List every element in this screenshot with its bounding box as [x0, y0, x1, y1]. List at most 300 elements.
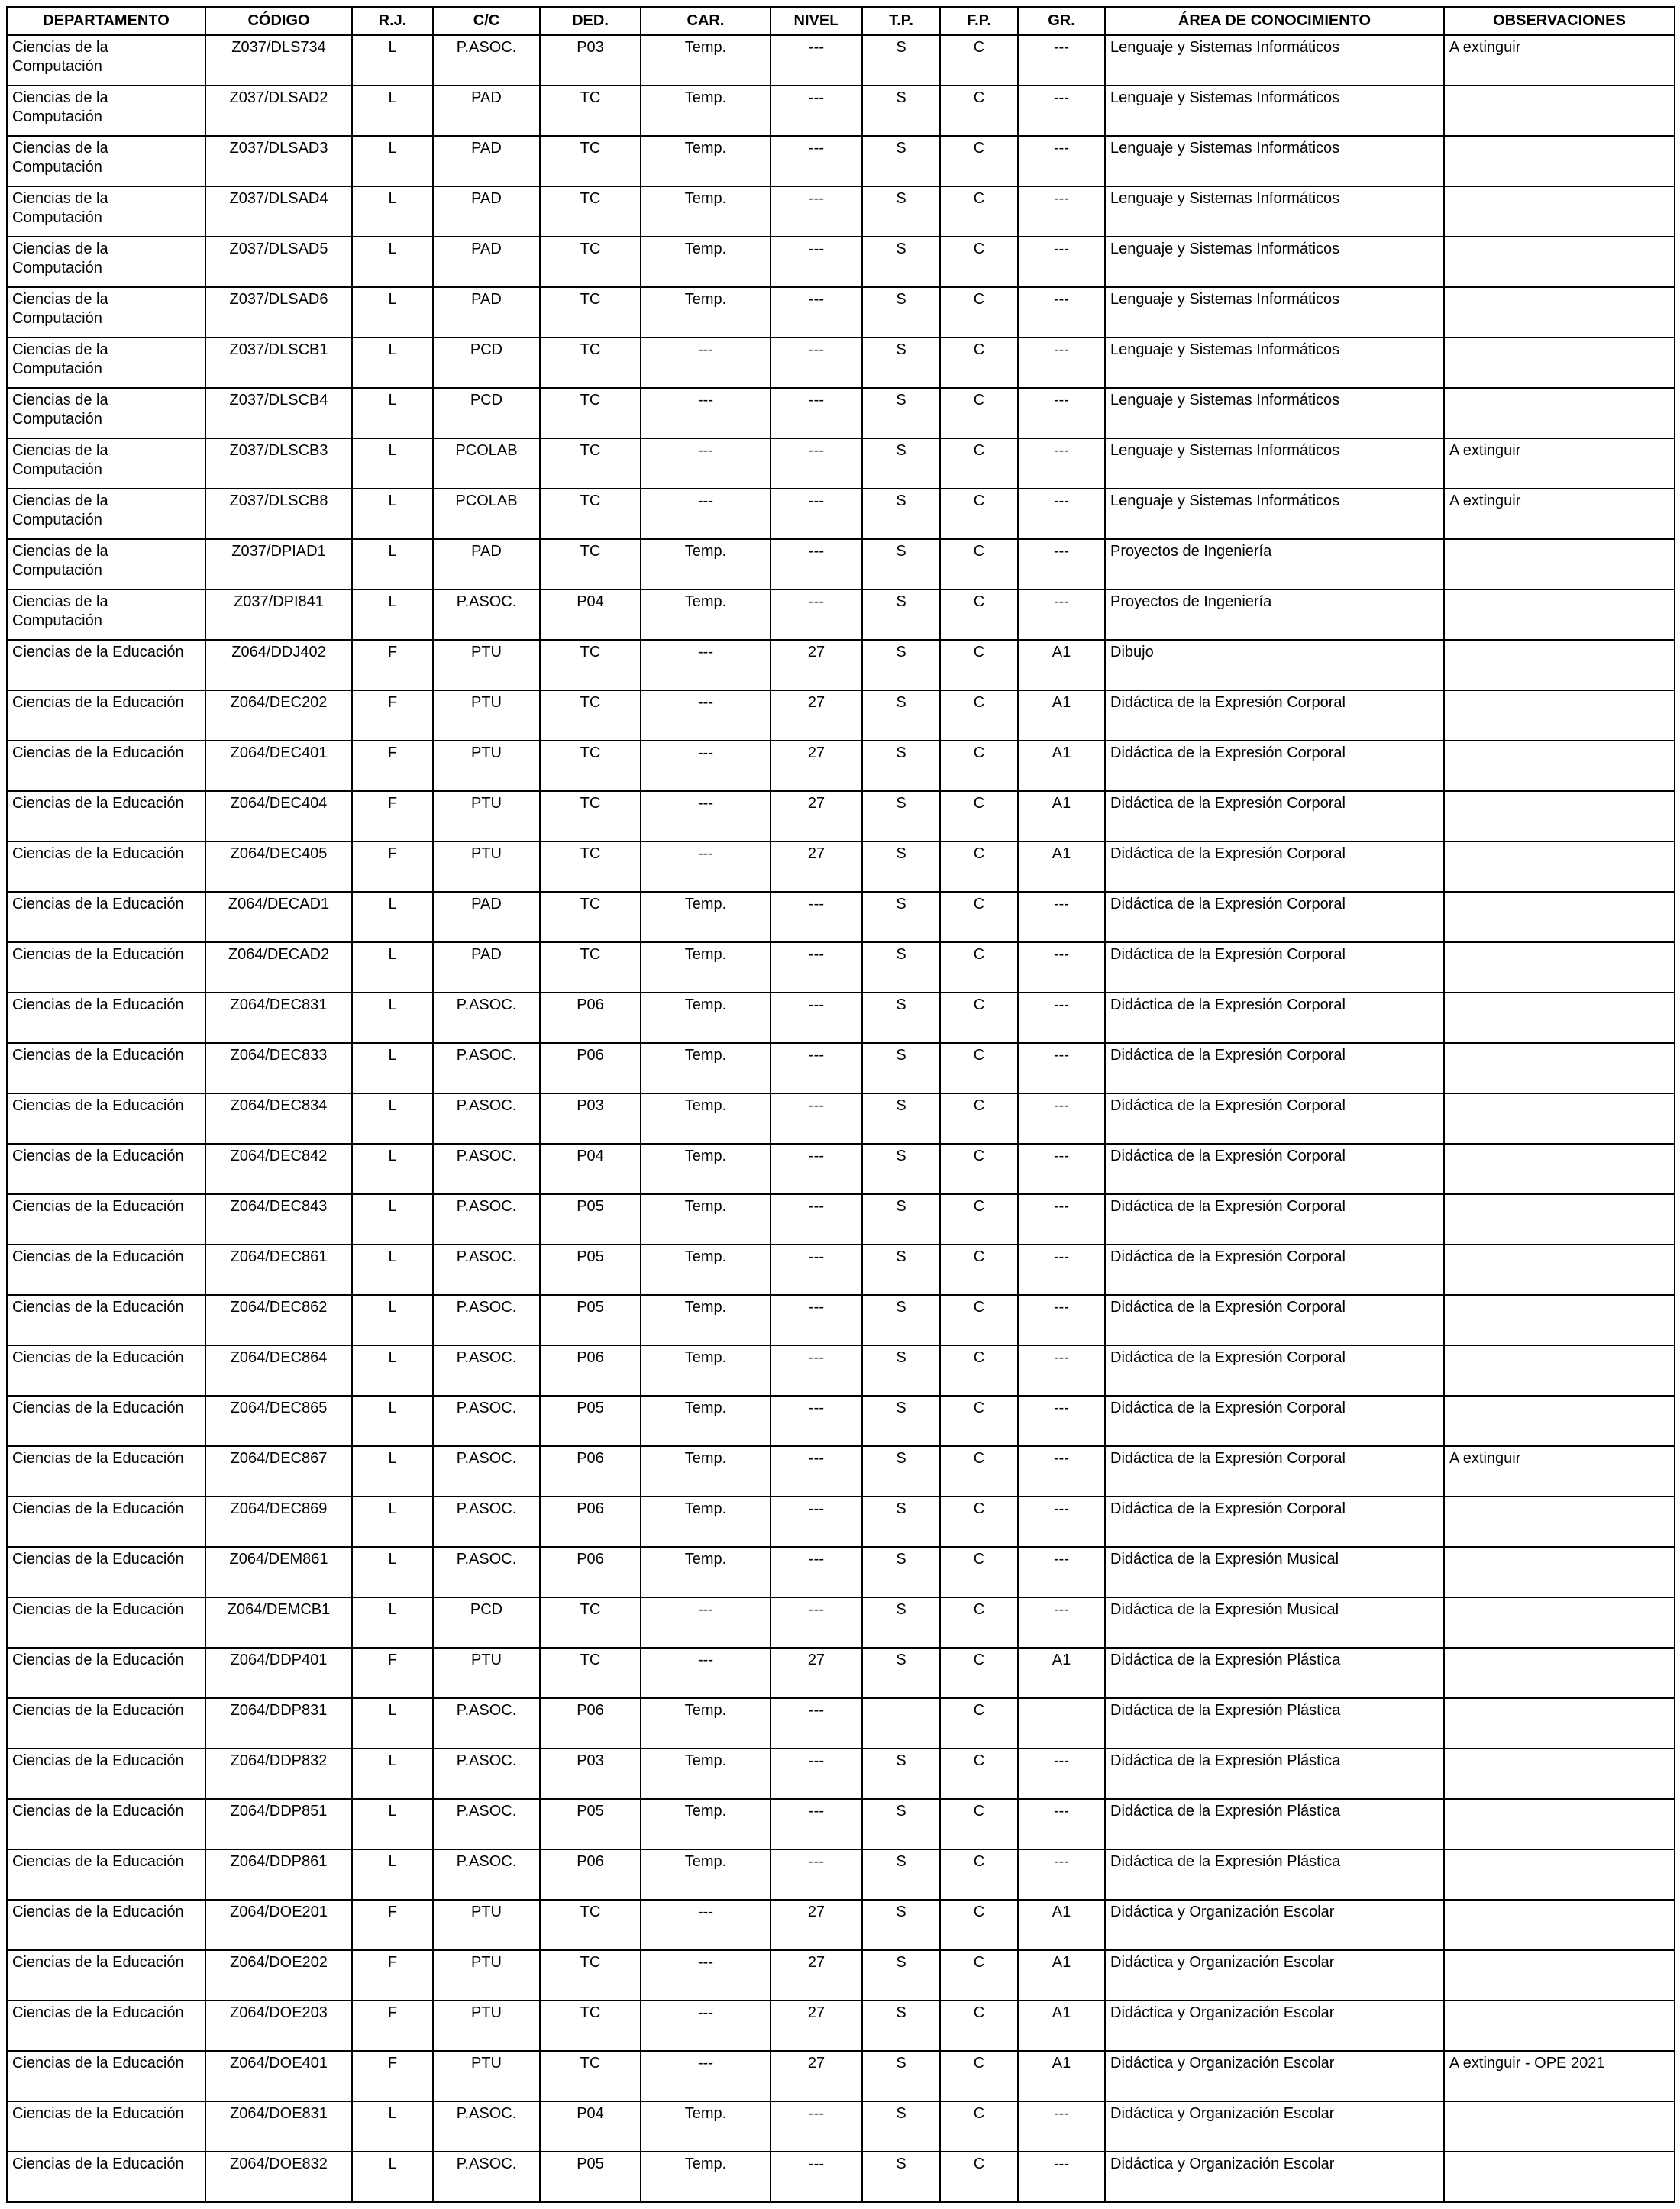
cell-nivel: --- — [771, 1194, 862, 1245]
cell-codigo: Z064/DEC869 — [205, 1497, 352, 1547]
cell-departamento: Ciencias de la Educación — [7, 1547, 205, 1597]
cell-car: Temp. — [641, 136, 771, 186]
cell-cc: PAD — [433, 287, 540, 337]
cell-observaciones: A extinguir - OPE 2021 — [1444, 2051, 1675, 2101]
cell-area: Lenguaje y Sistemas Informáticos — [1105, 237, 1444, 287]
cell-codigo: Z037/DLSAD2 — [205, 86, 352, 136]
cell-cc: P.ASOC. — [433, 1194, 540, 1245]
table-row — [7, 1849, 1675, 1900]
cell-car: --- — [641, 1597, 771, 1648]
cell-car: Temp. — [641, 1446, 771, 1497]
table-row — [7, 35, 1675, 86]
cell-departamento: Ciencias de la Educación — [7, 942, 205, 993]
cell-area: Didáctica y Organización Escolar — [1105, 2001, 1444, 2051]
cell-area: Didáctica de la Expresión Plástica — [1105, 1749, 1444, 1799]
cell-codigo: Z064/DEC862 — [205, 1295, 352, 1345]
cell-area: Didáctica y Organización Escolar — [1105, 1900, 1444, 1950]
table-row — [7, 539, 1675, 589]
cell-observaciones: A extinguir — [1444, 438, 1675, 489]
cell-tp: S — [862, 640, 940, 690]
cell-gr — [1018, 1698, 1105, 1749]
cell-tp: S — [862, 539, 940, 589]
cell-cc: PTU — [433, 741, 540, 791]
cell-tp: S — [862, 1345, 940, 1396]
cell-area: Proyectos de Ingeniería — [1105, 589, 1444, 640]
table-row — [7, 1597, 1675, 1648]
table-row — [7, 1497, 1675, 1547]
cell-gr: --- — [1018, 2152, 1105, 2202]
cell-car: Temp. — [641, 86, 771, 136]
cell-cc: PTU — [433, 640, 540, 690]
cell-nivel: --- — [771, 1799, 862, 1849]
cell-departamento: Ciencias de la Computación — [7, 287, 205, 337]
cell-cc: PTU — [433, 2001, 540, 2051]
cell-codigo: Z064/DOE203 — [205, 2001, 352, 2051]
table-row — [7, 136, 1675, 186]
cell-codigo: Z064/DEC202 — [205, 690, 352, 741]
table-row — [7, 741, 1675, 791]
cell-gr: --- — [1018, 186, 1105, 237]
cell-nivel: 27 — [771, 2051, 862, 2101]
cell-car: --- — [641, 791, 771, 841]
cell-car: Temp. — [641, 1043, 771, 1093]
cell-cc: P.ASOC. — [433, 1093, 540, 1144]
cell-fp: C — [940, 791, 1018, 841]
cell-area: Didáctica de la Expresión Musical — [1105, 1597, 1444, 1648]
table-row — [7, 1043, 1675, 1093]
cell-tp: S — [862, 1799, 940, 1849]
cell-nivel: 27 — [771, 1648, 862, 1698]
table-row — [7, 589, 1675, 640]
cell-car: --- — [641, 741, 771, 791]
cell-departamento: Ciencias de la Educación — [7, 1749, 205, 1799]
cell-nivel: --- — [771, 1597, 862, 1648]
table-row — [7, 791, 1675, 841]
cell-cc: P.ASOC. — [433, 35, 540, 86]
cell-observaciones — [1444, 1900, 1675, 1950]
cell-gr: --- — [1018, 287, 1105, 337]
cell-observaciones — [1444, 1849, 1675, 1900]
cell-car: Temp. — [641, 2152, 771, 2202]
cell-rj: L — [352, 438, 433, 489]
cell-observaciones — [1444, 1396, 1675, 1446]
cell-area: Didáctica de la Expresión Plástica — [1105, 1648, 1444, 1698]
column-header-observaciones: OBSERVACIONES — [1444, 7, 1675, 35]
cell-area: Didáctica de la Expresión Corporal — [1105, 1295, 1444, 1345]
cell-area: Didáctica de la Expresión Corporal — [1105, 791, 1444, 841]
cell-tp: S — [862, 2001, 940, 2051]
cell-ded: P05 — [540, 1194, 641, 1245]
cell-codigo: Z037/DLSCB1 — [205, 337, 352, 388]
cell-departamento: Ciencias de la Computación — [7, 35, 205, 86]
cell-rj: L — [352, 942, 433, 993]
cell-gr: A1 — [1018, 690, 1105, 741]
cell-area: Didáctica y Organización Escolar — [1105, 2101, 1444, 2152]
cell-fp: C — [940, 1245, 1018, 1295]
cell-nivel: --- — [771, 1396, 862, 1446]
cell-ded: TC — [540, 237, 641, 287]
cell-gr: --- — [1018, 388, 1105, 438]
table-row — [7, 1547, 1675, 1597]
cell-ded: P06 — [540, 1497, 641, 1547]
column-header-codigo: CÓDIGO — [205, 7, 352, 35]
cell-ded: TC — [540, 1950, 641, 2001]
table-row — [7, 2001, 1675, 2051]
cell-tp: S — [862, 841, 940, 892]
table-row — [7, 2051, 1675, 2101]
cell-area: Didáctica de la Expresión Corporal — [1105, 1345, 1444, 1396]
cell-cc: P.ASOC. — [433, 1295, 540, 1345]
cell-codigo: Z064/DEC865 — [205, 1396, 352, 1446]
cell-observaciones — [1444, 2001, 1675, 2051]
cell-codigo: Z064/DEM861 — [205, 1547, 352, 1597]
cell-ded: TC — [540, 438, 641, 489]
cell-area: Didáctica de la Expresión Corporal — [1105, 1497, 1444, 1547]
cell-nivel: --- — [771, 1093, 862, 1144]
cell-tp: S — [862, 1597, 940, 1648]
cell-nivel: --- — [771, 35, 862, 86]
cell-nivel: --- — [771, 942, 862, 993]
cell-nivel: --- — [771, 186, 862, 237]
cell-nivel: --- — [771, 489, 862, 539]
cell-fp: C — [940, 1749, 1018, 1799]
cell-area: Didáctica de la Expresión Corporal — [1105, 1245, 1444, 1295]
table-row — [7, 1194, 1675, 1245]
cell-car: Temp. — [641, 186, 771, 237]
table-row — [7, 388, 1675, 438]
cell-tp: S — [862, 1144, 940, 1194]
cell-car: --- — [641, 1648, 771, 1698]
table-row — [7, 186, 1675, 237]
cell-rj: L — [352, 1446, 433, 1497]
cell-codigo: Z037/DLSAD3 — [205, 136, 352, 186]
cell-codigo: Z037/DLS734 — [205, 35, 352, 86]
cell-rj: L — [352, 2101, 433, 2152]
cell-fp: C — [940, 1849, 1018, 1900]
cell-tp: S — [862, 1194, 940, 1245]
header-row — [7, 7, 1675, 35]
column-header-ded: DED. — [540, 7, 641, 35]
cell-cc: P.ASOC. — [433, 1547, 540, 1597]
cell-cc: P.ASOC. — [433, 1446, 540, 1497]
cell-codigo: Z064/DEC843 — [205, 1194, 352, 1245]
cell-observaciones — [1444, 690, 1675, 741]
cell-ded: TC — [540, 2001, 641, 2051]
table-row — [7, 287, 1675, 337]
cell-fp: C — [940, 589, 1018, 640]
cell-gr: A1 — [1018, 841, 1105, 892]
cell-car: --- — [641, 690, 771, 741]
cell-cc: PAD — [433, 86, 540, 136]
cell-tp: S — [862, 1295, 940, 1345]
cell-area: Didáctica de la Expresión Musical — [1105, 1547, 1444, 1597]
cell-gr: A1 — [1018, 1950, 1105, 2001]
cell-cc: PCD — [433, 388, 540, 438]
cell-car: Temp. — [641, 1799, 771, 1849]
cell-observaciones — [1444, 337, 1675, 388]
cell-gr: --- — [1018, 1849, 1105, 1900]
cell-fp: C — [940, 1043, 1018, 1093]
cell-departamento: Ciencias de la Educación — [7, 1446, 205, 1497]
cell-fp: C — [940, 86, 1018, 136]
cell-codigo: Z064/DDP861 — [205, 1849, 352, 1900]
cell-departamento: Ciencias de la Educación — [7, 690, 205, 741]
cell-observaciones — [1444, 1144, 1675, 1194]
table-row — [7, 1698, 1675, 1749]
cell-rj: L — [352, 2152, 433, 2202]
cell-area: Lenguaje y Sistemas Informáticos — [1105, 186, 1444, 237]
cell-gr: A1 — [1018, 2001, 1105, 2051]
cell-nivel: --- — [771, 1849, 862, 1900]
cell-area: Lenguaje y Sistemas Informáticos — [1105, 287, 1444, 337]
cell-observaciones — [1444, 1597, 1675, 1648]
cell-gr: --- — [1018, 1446, 1105, 1497]
cell-observaciones — [1444, 539, 1675, 589]
cell-area: Didáctica de la Expresión Corporal — [1105, 1144, 1444, 1194]
cell-cc: P.ASOC. — [433, 1396, 540, 1446]
cell-tp: S — [862, 1396, 940, 1446]
table-row — [7, 1446, 1675, 1497]
cell-rj: F — [352, 1950, 433, 2001]
cell-rj: L — [352, 237, 433, 287]
cell-departamento: Ciencias de la Computación — [7, 388, 205, 438]
cell-rj: L — [352, 1799, 433, 1849]
cell-gr: A1 — [1018, 2051, 1105, 2101]
cell-departamento: Ciencias de la Educación — [7, 892, 205, 942]
cell-rj: F — [352, 1900, 433, 1950]
cell-area: Didáctica y Organización Escolar — [1105, 2051, 1444, 2101]
cell-area: Proyectos de Ingeniería — [1105, 539, 1444, 589]
cell-departamento: Ciencias de la Educación — [7, 791, 205, 841]
cell-gr: --- — [1018, 1749, 1105, 1799]
cell-codigo: Z064/DECAD2 — [205, 942, 352, 993]
cell-gr: --- — [1018, 993, 1105, 1043]
cell-ded: TC — [540, 388, 641, 438]
cell-observaciones — [1444, 86, 1675, 136]
cell-gr: --- — [1018, 1194, 1105, 1245]
cell-cc: P.ASOC. — [433, 1245, 540, 1295]
cell-cc: PTU — [433, 1950, 540, 2001]
cell-ded: P05 — [540, 1396, 641, 1446]
cell-nivel: --- — [771, 1295, 862, 1345]
cell-rj: L — [352, 388, 433, 438]
cell-cc: P.ASOC. — [433, 1799, 540, 1849]
cell-departamento: Ciencias de la Educación — [7, 1396, 205, 1446]
cell-departamento: Ciencias de la Educación — [7, 1093, 205, 1144]
cell-area: Lenguaje y Sistemas Informáticos — [1105, 388, 1444, 438]
cell-codigo: Z037/DLSAD4 — [205, 186, 352, 237]
cell-rj: F — [352, 2001, 433, 2051]
cell-fp: C — [940, 1698, 1018, 1749]
cell-gr: --- — [1018, 892, 1105, 942]
cell-car: Temp. — [641, 892, 771, 942]
cell-gr: --- — [1018, 35, 1105, 86]
cell-ded: P04 — [540, 589, 641, 640]
cell-fp: C — [940, 942, 1018, 993]
cell-nivel: --- — [771, 1245, 862, 1295]
cell-ded: TC — [540, 1648, 641, 1698]
cell-tp: S — [862, 892, 940, 942]
cell-nivel: --- — [771, 892, 862, 942]
table-row — [7, 942, 1675, 993]
cell-fp: C — [940, 841, 1018, 892]
cell-gr: --- — [1018, 237, 1105, 287]
cell-fp: C — [940, 1497, 1018, 1547]
cell-tp: S — [862, 489, 940, 539]
cell-ded: TC — [540, 640, 641, 690]
cell-departamento: Ciencias de la Computación — [7, 489, 205, 539]
table-row — [7, 489, 1675, 539]
cell-nivel: --- — [771, 1497, 862, 1547]
cell-observaciones — [1444, 136, 1675, 186]
cell-nivel: --- — [771, 1446, 862, 1497]
cell-fp: C — [940, 237, 1018, 287]
cell-rj: L — [352, 1345, 433, 1396]
table-row — [7, 841, 1675, 892]
cell-observaciones — [1444, 1799, 1675, 1849]
cell-fp: C — [940, 1396, 1018, 1446]
cell-cc: PAD — [433, 237, 540, 287]
table-row — [7, 1900, 1675, 1950]
cell-departamento: Ciencias de la Educación — [7, 1950, 205, 2001]
cell-cc: PTU — [433, 1648, 540, 1698]
cell-gr: --- — [1018, 2101, 1105, 2152]
cell-nivel: --- — [771, 1547, 862, 1597]
cell-codigo: Z037/DLSCB3 — [205, 438, 352, 489]
cell-area: Didáctica y Organización Escolar — [1105, 1950, 1444, 2001]
cell-departamento: Ciencias de la Educación — [7, 2051, 205, 2101]
cell-gr: --- — [1018, 1144, 1105, 1194]
cell-departamento: Ciencias de la Educación — [7, 2152, 205, 2202]
table-row — [7, 993, 1675, 1043]
cell-cc: PCD — [433, 337, 540, 388]
cell-ded: TC — [540, 86, 641, 136]
cell-car: Temp. — [641, 1749, 771, 1799]
cell-tp: S — [862, 136, 940, 186]
cell-observaciones — [1444, 2101, 1675, 2152]
cell-area: Didáctica de la Expresión Corporal — [1105, 1194, 1444, 1245]
table-row — [7, 86, 1675, 136]
cell-rj: F — [352, 791, 433, 841]
cell-cc: P.ASOC. — [433, 1345, 540, 1396]
cell-rj: L — [352, 1698, 433, 1749]
cell-observaciones — [1444, 892, 1675, 942]
cell-observaciones — [1444, 287, 1675, 337]
cell-area: Lenguaje y Sistemas Informáticos — [1105, 35, 1444, 86]
cell-codigo: Z064/DEC831 — [205, 993, 352, 1043]
cell-observaciones — [1444, 388, 1675, 438]
cell-fp: C — [940, 892, 1018, 942]
cell-area: Lenguaje y Sistemas Informáticos — [1105, 136, 1444, 186]
column-header-fp: F.P. — [940, 7, 1018, 35]
cell-observaciones: A extinguir — [1444, 35, 1675, 86]
cell-gr: --- — [1018, 942, 1105, 993]
cell-departamento: Ciencias de la Computación — [7, 539, 205, 589]
cell-codigo: Z064/DDP851 — [205, 1799, 352, 1849]
table-row — [7, 1749, 1675, 1799]
table-row — [7, 1648, 1675, 1698]
cell-nivel: --- — [771, 1144, 862, 1194]
cell-observaciones — [1444, 942, 1675, 993]
cell-nivel: --- — [771, 539, 862, 589]
cell-codigo: Z064/DDP401 — [205, 1648, 352, 1698]
cell-nivel: 27 — [771, 1900, 862, 1950]
cell-gr: --- — [1018, 1799, 1105, 1849]
cell-area: Didáctica de la Expresión Corporal — [1105, 741, 1444, 791]
cell-cc: PAD — [433, 942, 540, 993]
cell-area: Didáctica y Organización Escolar — [1105, 2152, 1444, 2202]
cell-nivel: --- — [771, 388, 862, 438]
cell-observaciones — [1444, 2152, 1675, 2202]
column-header-tp: T.P. — [862, 7, 940, 35]
cell-observaciones — [1444, 1295, 1675, 1345]
cell-fp: C — [940, 1547, 1018, 1597]
cell-area: Lenguaje y Sistemas Informáticos — [1105, 489, 1444, 539]
cell-ded: TC — [540, 287, 641, 337]
cell-rj: L — [352, 1043, 433, 1093]
cell-gr: --- — [1018, 136, 1105, 186]
table-row — [7, 1245, 1675, 1295]
cell-departamento: Ciencias de la Educación — [7, 2101, 205, 2152]
cell-ded: P06 — [540, 1043, 641, 1093]
cell-car: Temp. — [641, 1849, 771, 1900]
cell-fp: C — [940, 1093, 1018, 1144]
cell-car: Temp. — [641, 1698, 771, 1749]
cell-area: Lenguaje y Sistemas Informáticos — [1105, 86, 1444, 136]
cell-codigo: Z064/DOE831 — [205, 2101, 352, 2152]
cell-departamento: Ciencias de la Computación — [7, 589, 205, 640]
cell-area: Lenguaje y Sistemas Informáticos — [1105, 438, 1444, 489]
table-row — [7, 337, 1675, 388]
cell-rj: L — [352, 489, 433, 539]
column-header-area: ÁREA DE CONOCIMIENTO — [1105, 7, 1444, 35]
cell-ded: P05 — [540, 1245, 641, 1295]
cell-ded: P03 — [540, 1093, 641, 1144]
cell-cc: PCOLAB — [433, 489, 540, 539]
cell-ded: TC — [540, 741, 641, 791]
cell-area: Didáctica de la Expresión Plástica — [1105, 1799, 1444, 1849]
cell-departamento: Ciencias de la Educación — [7, 1345, 205, 1396]
cell-codigo: Z064/DEC833 — [205, 1043, 352, 1093]
cell-departamento: Ciencias de la Computación — [7, 186, 205, 237]
column-header-nivel: NIVEL — [771, 7, 862, 35]
cell-ded: P05 — [540, 1295, 641, 1345]
cell-car: --- — [641, 1950, 771, 2001]
cell-cc: P.ASOC. — [433, 993, 540, 1043]
cell-rj: L — [352, 1749, 433, 1799]
cell-nivel: 27 — [771, 2001, 862, 2051]
cell-fp: C — [940, 1950, 1018, 2001]
cell-tp: S — [862, 791, 940, 841]
cell-car: --- — [641, 1900, 771, 1950]
cell-area: Didáctica de la Expresión Corporal — [1105, 1396, 1444, 1446]
cell-rj: L — [352, 287, 433, 337]
cell-observaciones — [1444, 791, 1675, 841]
cell-gr: --- — [1018, 438, 1105, 489]
cell-observaciones — [1444, 1245, 1675, 1295]
cell-tp: S — [862, 2152, 940, 2202]
cell-tp: S — [862, 1093, 940, 1144]
cell-tp — [862, 1698, 940, 1749]
cell-car: Temp. — [641, 237, 771, 287]
cell-car: Temp. — [641, 1396, 771, 1446]
cell-fp: C — [940, 539, 1018, 589]
cell-area: Didáctica de la Expresión Corporal — [1105, 1093, 1444, 1144]
cell-nivel: --- — [771, 86, 862, 136]
cell-codigo: Z037/DLSCB4 — [205, 388, 352, 438]
cell-departamento: Ciencias de la Educación — [7, 1849, 205, 1900]
cell-gr: --- — [1018, 1547, 1105, 1597]
